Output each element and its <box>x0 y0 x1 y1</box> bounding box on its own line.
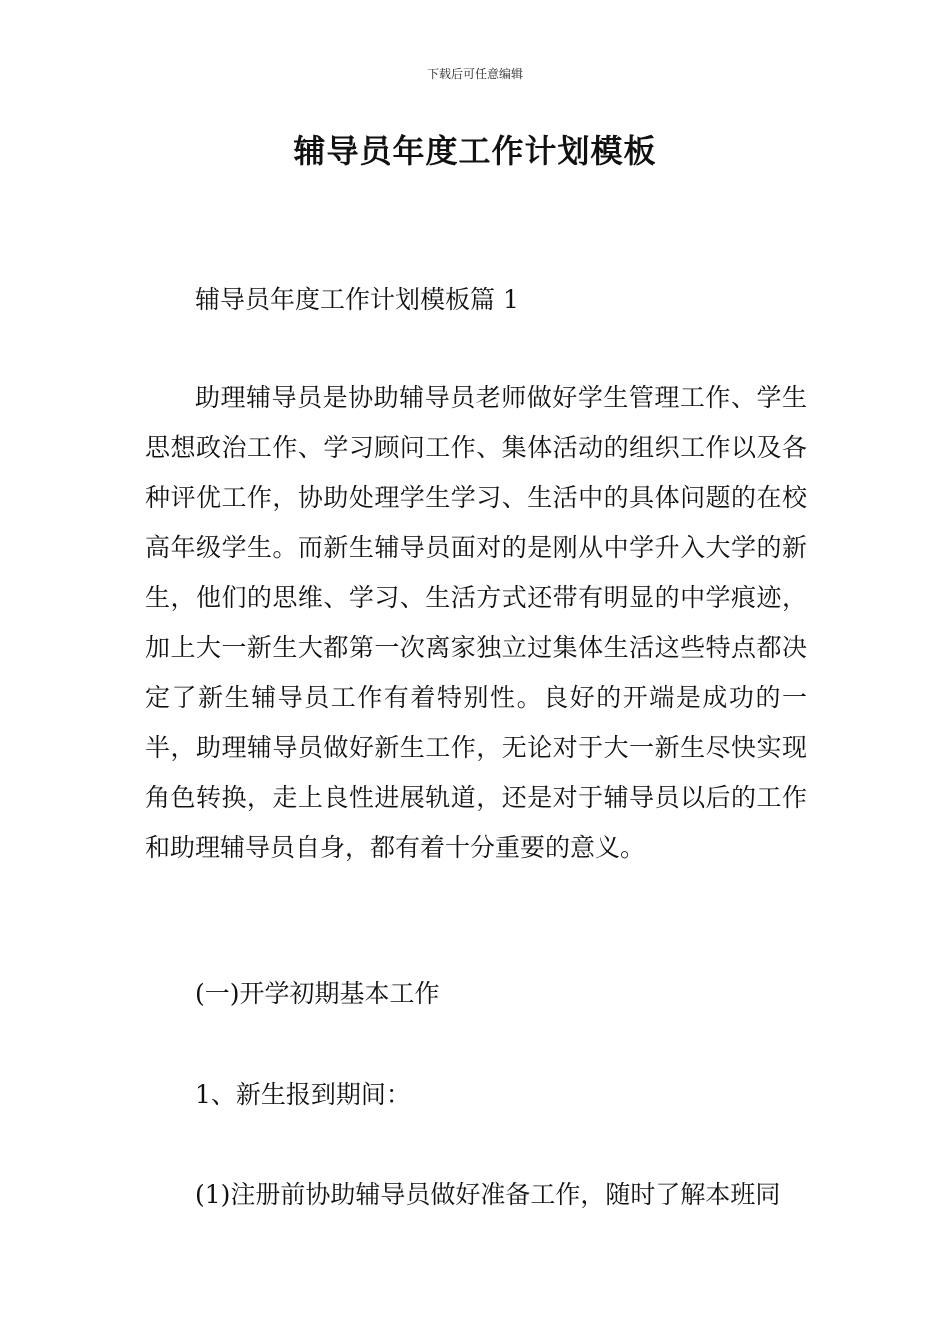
document-title: 辅导员年度工作计划模板 <box>293 132 657 170</box>
header-note: 下载后可任意编辑 <box>426 67 523 81</box>
document-body <box>145 373 807 873</box>
list-item: (1)注册前协助辅导员做好准备工作，随时了解本班同 <box>195 1180 781 1209</box>
subheading-opening-work: (一)开学初期基本工作 <box>195 979 440 1008</box>
intro-paragraph: 助理辅导员是协助辅导员老师做好学生管理工作、学生思想政治工作、学习顾问工作、集体活动的组织工作以及各种评优工作，协助处理学生学习、生活中的具体问题的在校高年级学生。而新生辅导员面对的是刚从中学升入大学的新生，他们的思维、学习、生活方式还带有明显的中学痕迹，加上大一新生大都第一次离家独立过集体生活这些特点都决定了新生辅导员工作有着特别性。良好的开端是成功的一半，助理辅导员做好新生工作，无论对于大一新生尽快实现角色转换，走上良性进展轨道，还是对于辅导员以后的工作和助理辅导员自身，都有着十分重要的意义。 <box>145 383 807 862</box>
section-title: 辅导员年度工作计划模板篇 1 <box>195 285 519 314</box>
subheading-registration: 1、新生报到期间： <box>195 1080 411 1109</box>
